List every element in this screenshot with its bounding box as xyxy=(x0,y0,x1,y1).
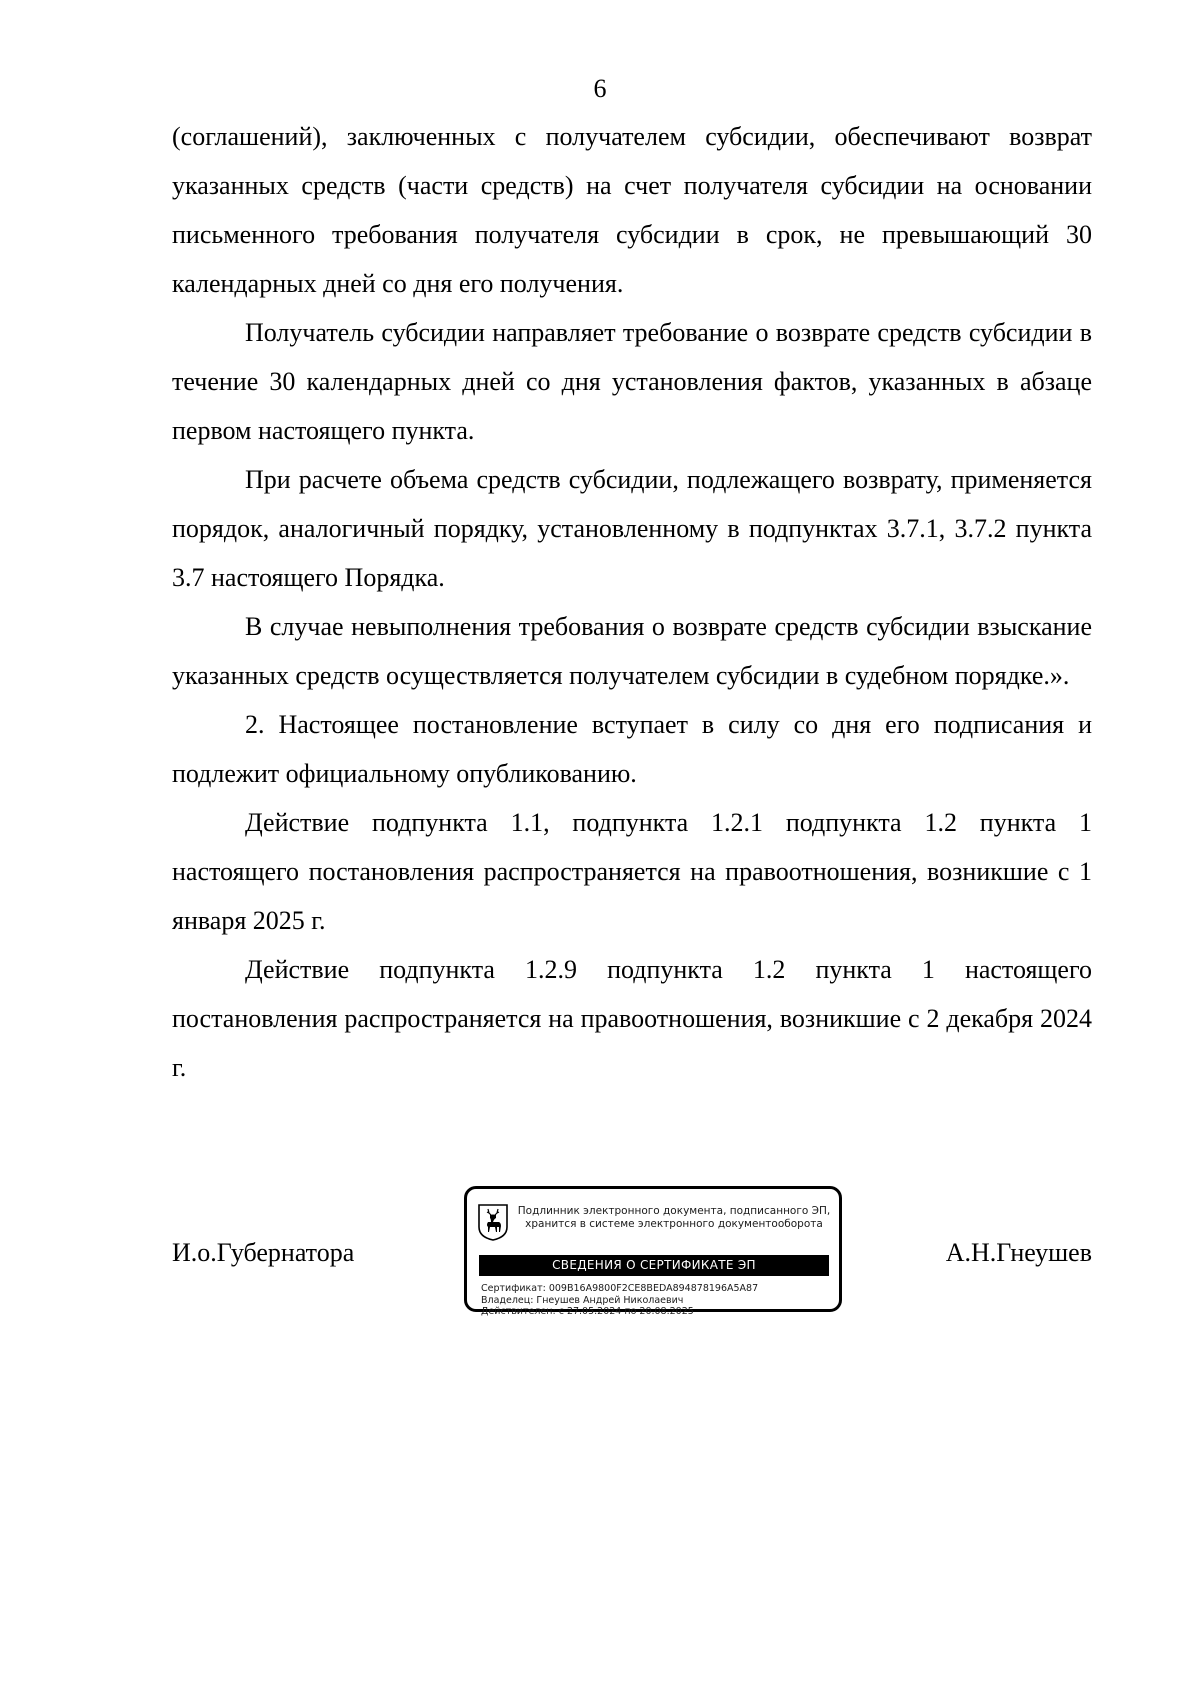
stamp-header-bar: СВЕДЕНИЯ О СЕРТИФИКАТЕ ЭП xyxy=(479,1255,829,1276)
certificate-validity: Действителен: с 27.05.2024 по 20.08.2025 xyxy=(481,1306,694,1317)
paragraph-return-calculation: При расчете объема средств субсидии, подлежащего возврату, применяется порядок, аналогичный порядку, установленному в подпунктах 3.7.1, 3.7.2 пункта 3.7 настоящего Порядка. xyxy=(172,465,1092,592)
paragraph-effect-2025: Действие подпункта 1.1, подпункта 1.2.1 подпункта 1.2 пункта 1 настоящего постановления распространяется на правоотношения, возникшие с 1 января 2025 г. xyxy=(172,808,1092,935)
paragraph-continuation: (соглашений), заключенных с получателем субсидии, обеспечивают возврат указанных средств (части средств) на счет получателя субсидии на основании письменного требования получателя субсидии в срок, не превышающий 30 календарных дней со дня его получения. xyxy=(172,122,1092,298)
paragraph-effect-2024: Действие подпункта 1.2.9 подпункта 1.2 пункта 1 настоящего постановления распространяется на правоотношения, возникшие с 2 декабря 2024 г. xyxy=(172,955,1092,1082)
signature-block xyxy=(172,1186,1092,1382)
certificate-owner: Владелец: Гнеушев Андрей Николаевич xyxy=(481,1294,684,1306)
stamp-notice-line: хранится в системе электронного документооборота xyxy=(525,1218,823,1230)
signatory-name: А.Н.Гнеушев xyxy=(945,1238,1092,1267)
document-body xyxy=(172,112,1092,1092)
paragraph-judicial-recovery: В случае невыполнения требования о возврате средств субсидии взыскание указанных средств осуществляется получателем субсидии в судебном порядке.». xyxy=(172,612,1092,690)
certificate-number: Сертификат: 009B16A9800F2CE8BEDA894878196A5A87 xyxy=(481,1283,759,1294)
paragraph-entry-into-force: 2. Настоящее постановление вступает в силу со дня его подписания и подлежит официальному опубликованию. xyxy=(172,710,1092,788)
coat-of-arms-deer-icon xyxy=(477,1203,509,1241)
signatory-title: И.о.Губернатора xyxy=(172,1238,355,1267)
paragraph-return-request: Получатель субсидии направляет требование о возврате средств субсидии в течение 30 календарных дней со дня установления фактов, указанных в абзаце первом настоящего пункта. xyxy=(172,318,1092,445)
page-number: 6 xyxy=(593,74,607,103)
stamp-notice xyxy=(515,1205,833,1231)
certificate-details xyxy=(481,1283,831,1318)
electronic-signature-stamp xyxy=(464,1186,842,1317)
stamp-notice-line: Подлинник электронного документа, подписанного ЭП, xyxy=(517,1205,831,1217)
